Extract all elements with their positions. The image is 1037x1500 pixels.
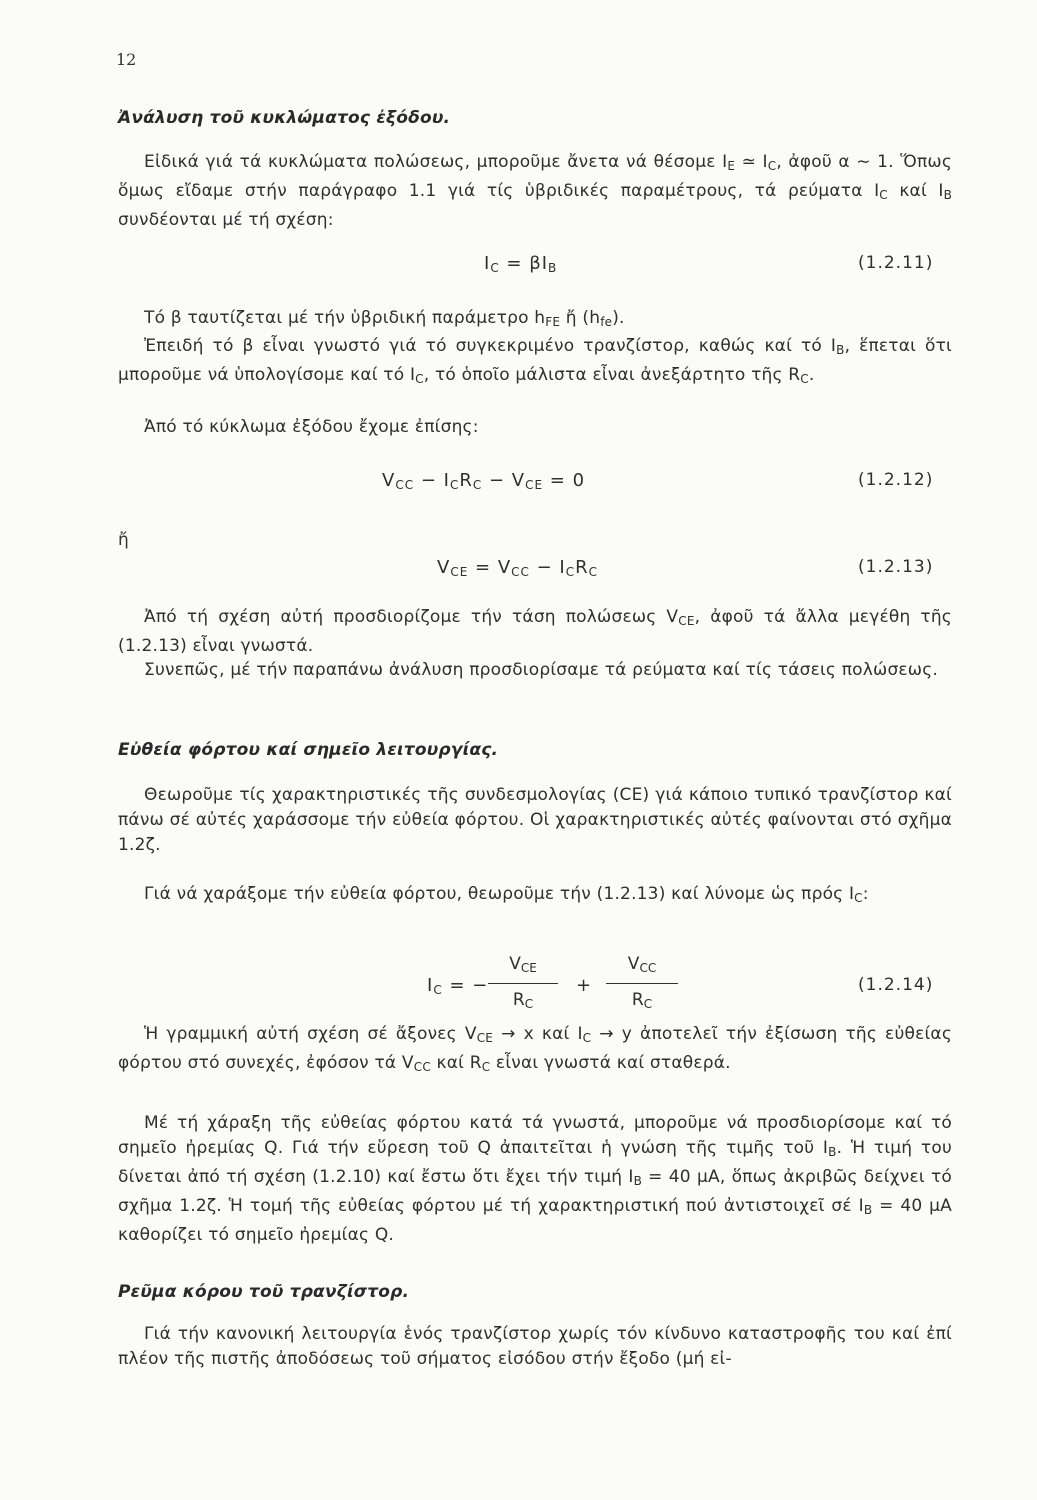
paragraph-vce-bias: Ἀπό τή σχέση αὐτή προσδιορίζομε τήν τάση πολώσεως $V_{CE}$, ἀφοῦ τά ἄλλα μεγέθη τῆς (1.2.13) εἶναι γνωστά. <box>118 607 952 656</box>
paragraph-quiescent-point: Μέ τή χάραξη τῆς εὐθείας φόρτου κατά τά γνωστά, μποροῦμε νά προσδιορίσομε καί τό σημεῖο ἠρεμίας Q. Γιά τήν εὕρεση τοῦ Q ἀπαιτεῖται ἡ γνώση τῆς τιμῆς τοῦ $I_B$. Ἡ τιμή του δίνεται ἀπό τή σχέση (1.2.10) καί ἔστω ὅτι ἔχει τήν τιμή $I_B = 40$ μA, ὅπως ἀκριβῶς δείχνει τό σχῆμα 1.2ζ. Ἡ τομή τῆς εὐθείας φόρτου μέ τή χαρακτηριστική πού ἀντιστοιχεῖ σέ $I_B = 40$ μA καθορίζει τό σημεῖο ἠρεμίας Q. <box>118 1113 953 1245</box>
fraction-2-bar <box>606 983 678 984</box>
section-heading-load-line: Εὐθεία φόρτου καί σημεῖο λειτουργίας. <box>118 740 499 760</box>
paragraph-bias-currents: Εἰδικά γιά τά κυκλώματα πολώσεως, μποροῦμε ἄνετα νά θέσομε $I_E$ ≃ $I_C$, ἀφοῦ α ∼ 1. Ὅπως ὅμως εἴδαμε στήν παράγραφο 1.1 γιά τίς ὑβριδικές παραμέτρους, τά ρεύματα $I_C$ καί $I_B$ συνδέονται μέ τή σχέση: <box>118 152 953 230</box>
paragraph-output-circuit: Ἀπό τό κύκλωμα ἐξόδου ἔχομε ἐπίσης: <box>144 417 479 437</box>
equation-1-2-14-plus: + <box>576 975 593 996</box>
equation-1-2-12: $V_{CC} - I_CR_C - V_{CE} = 0$ <box>382 470 586 492</box>
fraction-2-denominator: $R_C$ <box>631 990 653 1011</box>
fraction-1-numerator: $V_{CE}$ <box>509 954 537 975</box>
paragraph-normal-operation: Γιά τήν κανονική λειτουργία ἑνός τρανζίστορ χωρίς τόν κίνδυνο καταστροφῆς του καί ἐπί πλέον τῆς πιστῆς ἀποδόσεως τοῦ σήματος εἰσόδου στήν ἔξοδο (μή εἰ- <box>118 1324 952 1369</box>
fraction-2-numerator: $V_{CC}$ <box>627 954 657 975</box>
equation-1-2-13: $V_{CE} = V_{CC} - I_CR_C$ <box>437 557 599 579</box>
fraction-1-bar <box>488 983 558 984</box>
section-heading-output-analysis: Ἀνάλυση τοῦ κυκλώματος ἐξόδου. <box>118 108 451 128</box>
paragraph-conclusion: Συνεπῶς, μέ τήν παραπάνω ἀνάλυση προσδιορίσαμε τά ρεύματα καί τίς τάσεις πολώσεως. <box>144 660 939 680</box>
equation-number-1-2-12: (1.2.12) <box>858 470 934 490</box>
page-number: 12 <box>116 50 137 69</box>
paragraph-beta-hfe: Τό β ταυτίζεται μέ τήν ὑβριδική παράμετρο $h_{FE}$ ἤ $(h_{fe})$. <box>144 308 625 329</box>
paragraph-characteristics: Θεωροῦμε τίς χαρακτηριστικές τῆς συνδεσμολογίας (CE) γιά κάποιο τυπικό τρανζίστορ καί πάνω σέ αὐτές χαράσσομε τήν εὐθεία φόρτου. Οἱ χαρακτηριστικές αὐτές φαίνονται στό σχῆμα 1.2ζ. <box>118 785 952 855</box>
section-heading-saturation-current: Ρεῦμα κόρου τοῦ τρανζίστορ. <box>118 1282 410 1302</box>
equation-1-2-14-lhs: $I_C$ = − <box>427 975 489 997</box>
or-word: ἤ <box>118 530 129 550</box>
paragraph-load-line-equation: Ἡ γραμμική αὐτή σχέση σέ ἄξονες $V_{CE} \to x$ καί $I_C \to y$ ἀποτελεῖ τήν ἐξίσωση τῆς εὐθείας φόρτου στό συνεχές, ἐφόσον τά $V_{CC}$ καί $R_C$ εἶναι γνωστά καί σταθερά. <box>118 1024 953 1074</box>
paragraph-beta-known: Ἐπειδή τό β εἶναι γνωστό γιά τό συγκεκριμένο τρανζίστορ, καθώς καί τό $I_B$, ἕπεται ὅτι μποροῦμε νά ὑπολογίσομε καί τό $I_C$, τό ὁποῖο μάλιστα εἶναι ἀνεξάρτητο τῆς $R_C$. <box>118 336 952 386</box>
equation-number-1-2-11: (1.2.11) <box>858 253 934 273</box>
paragraph-solve-ic: Γιά νά χαράξομε τήν εὐθεία φόρτου, θεωροῦμε τήν (1.2.13) καί λύνομε ὡς πρός $I_C$: <box>144 884 869 905</box>
equation-1-2-11: $I_C = \beta I_B$ <box>484 253 558 275</box>
equation-number-1-2-14: (1.2.14) <box>858 975 934 995</box>
equation-number-1-2-13: (1.2.13) <box>858 557 934 577</box>
fraction-1-denominator: $R_C$ <box>512 990 534 1011</box>
